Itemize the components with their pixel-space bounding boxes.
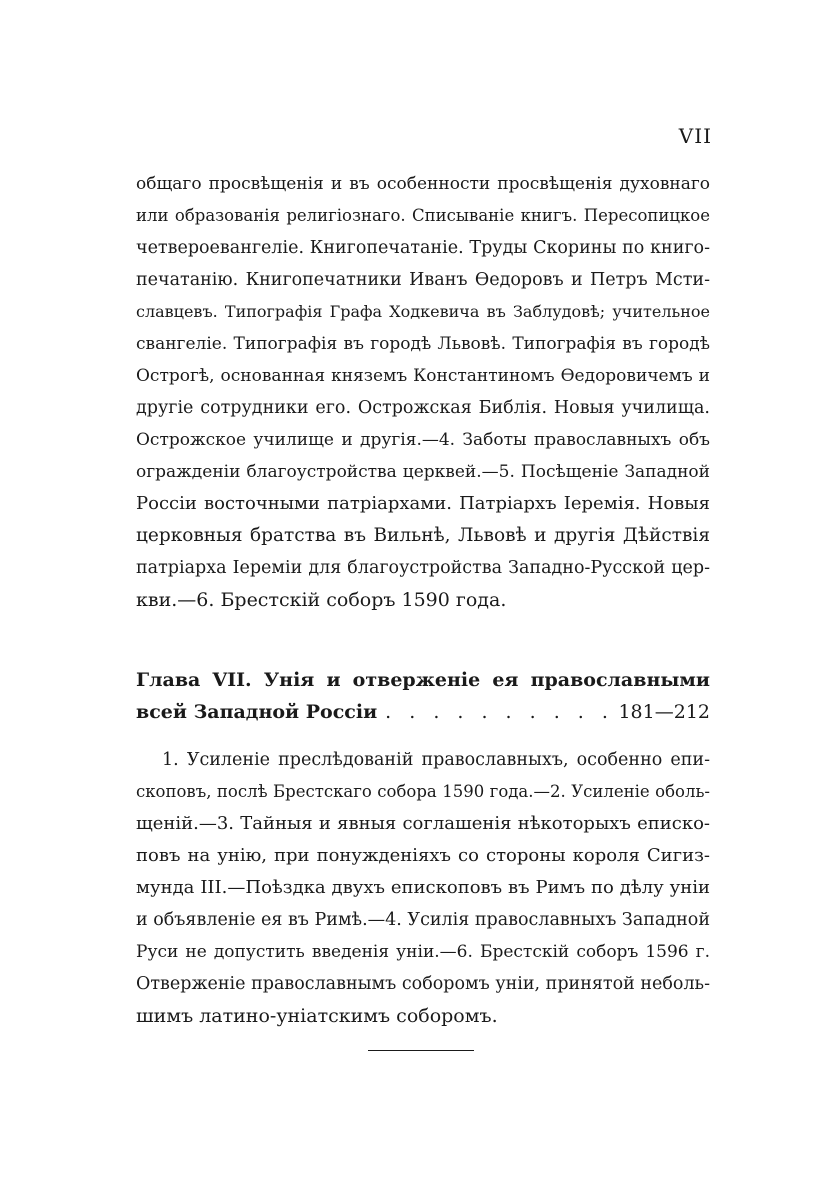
- text-line: повъ на унію, при понужденіяхъ со стороны короля Сигиз-: [136, 845, 710, 866]
- chapter-title: Глава VII. Унія и отверженіе ея православными: [136, 669, 710, 691]
- chapter-toc-entry: [136, 696, 710, 728]
- text-line: и объявленіе ея въ Римѣ.—4. Усилія православныхъ Западной: [136, 910, 710, 930]
- text-line: Руси не допустить введенія уніи.—6. Брестскій соборъ 1596 г.: [136, 942, 710, 962]
- text-line: скоповъ, послѣ Брестскаго собора 1590 года.—2. Усиленіе оболь-: [136, 782, 710, 801]
- chapter-summary-text: [136, 744, 710, 1032]
- chapter-title-continuation: всей Западной Россіи: [136, 701, 378, 723]
- text-line: Острогѣ, основанная княземъ Константиномъ Ѳедоровичемъ и: [136, 366, 710, 386]
- text-line: четвероевангеліе. Книгопечатаніе. Труды Скорины по книго-: [136, 238, 710, 258]
- text-line: славцевъ. Типографія Графа Ходкевича въ Заблудовѣ; учительное: [136, 302, 710, 321]
- section-intro-text: [136, 168, 710, 616]
- text-line: Острожское училище и другія.—4. Заботы православныхъ объ: [136, 430, 710, 450]
- text-line: патріарха Іереміи для благоустройства Западно-Русской цер-: [136, 558, 710, 578]
- text-line: огражденіи благоустройства церквей.—5. Посѣщеніе Западной: [136, 462, 710, 482]
- text-line: шимъ латино-уніатскимъ соборомъ.: [136, 1005, 498, 1027]
- chapter-heading: [136, 664, 710, 728]
- text-line: или образованія религіознаго. Списываніе книгъ. Пересопицкое: [136, 206, 710, 225]
- text-line: свангеліе. Типографія въ городѣ Львовѣ. Типографія въ городѣ: [136, 334, 710, 354]
- text-line: Россіи восточными патріархами. Патріархъ Іеремія. Новыя: [136, 493, 710, 514]
- text-line: общаго просвѣщенія и въ особенности просвѣщенія духовнаго: [136, 174, 710, 194]
- page-number: VII: [678, 124, 712, 148]
- text-line: другіе сотрудники его. Острожская Библія. Новыя училища.: [136, 398, 710, 418]
- section-divider: [368, 1050, 474, 1051]
- page-range: 181—212: [618, 701, 710, 723]
- text-line: щеній.—3. Тайныя и явныя соглашенія нѣкоторыхъ еписко-: [136, 813, 710, 834]
- text-line: кви.—6. Брестскій соборъ 1590 года.: [136, 589, 507, 611]
- text-line: церковныя братства въ Вильнѣ, Львовѣ и другія Дѣйствія: [136, 525, 710, 546]
- text-line: печатанію. Книгопечатники Иванъ Ѳедоровъ и Петръ Мсти-: [136, 270, 710, 290]
- text-line: Отверженіе православнымъ соборомъ уніи, принятой неболь-: [136, 974, 710, 994]
- leader-dots: . . . . . . . . . .: [385, 701, 614, 723]
- text-line: 1. Усиленіе преслѣдованій православныхъ, особенно епи-: [162, 750, 710, 770]
- text-line: мунда III.—Поѣздка двухъ епископовъ въ Римъ по дѣлу уніи: [136, 877, 710, 898]
